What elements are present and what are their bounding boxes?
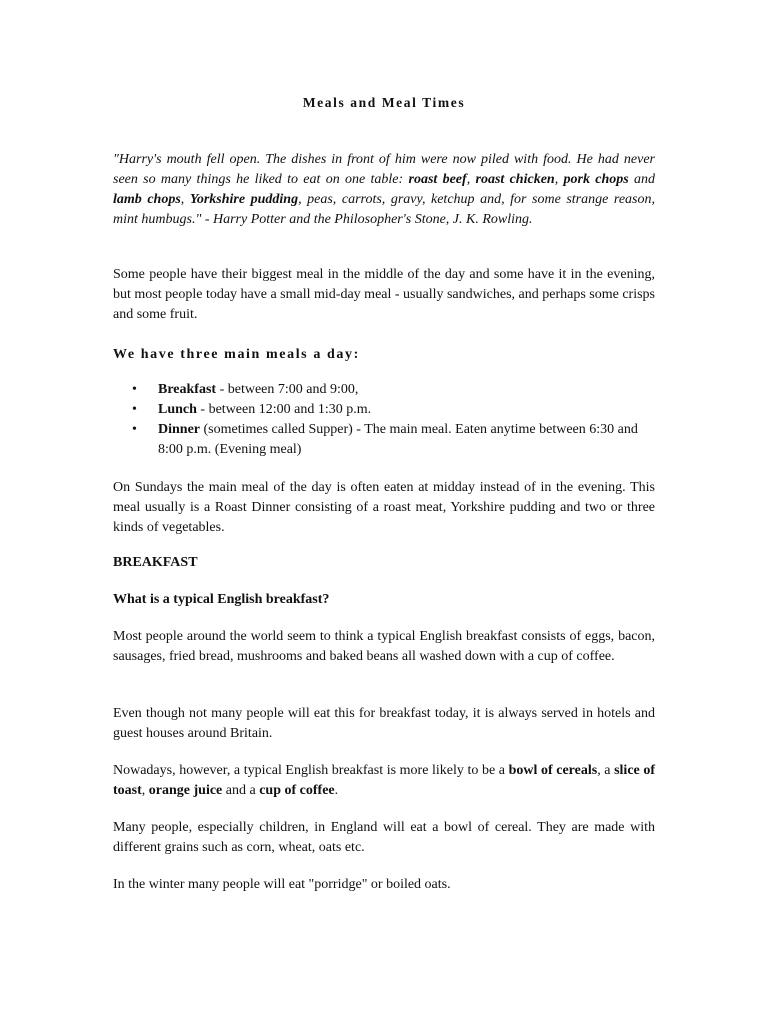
para-text: Nowadays, however, a typical English breakfast is more likely to be a [113,763,509,778]
quote-bold-yorkshire-pudding: Yorkshire pudding [189,192,299,207]
quote-bold-roast-chicken: roast chicken [475,172,555,187]
paragraph-world-view: Most people around the world seem to think a typical English breakfast consists of eggs, bacon, sausages, fried bread, mushrooms and baked beans all washed down with a cup of coffee. [113,629,655,664]
bold-orange-juice: orange juice [148,783,223,798]
harry-potter-quote [113,150,655,230]
meal-desc: (sometimes called Supper) - The main meal. Eaten anytime between 6:30 and 8:00 p.m. (Evening meal) [158,422,638,457]
list-item [158,380,655,400]
quote-text: , peas, carrots, gravy, ketchup and, for some strange reason, mint humbugs." - Harry Potter and the Philosopher's Stone, J. K. Rowling. [113,192,655,227]
meal-name: Lunch [158,402,197,417]
bold-cup-of-coffee: cup of coffee [259,783,335,798]
list-item [158,400,655,420]
quote-text: "Harry's mouth fell open. The dishes in front of him were now piled with food. He had never seen so many things he liked to eat on one table: [113,152,655,187]
quote-text: and [628,172,656,187]
paragraph-sunday-roast: On Sundays the main meal of the day is often eaten at midday instead of in the evening. This meal usually is a Roast Dinner consisting of a roast meat, Yorkshire pudding and two or three kinds of vegetables. [113,480,655,535]
heading-typical-breakfast: What is a typical English breakfast? [113,592,330,607]
quote-text: , [466,172,476,187]
paragraph-midday-meal: Some people have their biggest meal in the middle of the day and some have it in the evening, but most people today have a small mid-day meal - usually sandwiches, and perhaps some crisps and some fruit. [113,267,655,322]
quote-bold-roast-beef: roast beef [408,172,467,187]
paragraph-hotels: Even though not many people will eat this for breakfast today, it is always served in hotels and guest houses around Britain. [113,706,655,741]
meal-desc: - between 7:00 and 9:00, [216,382,359,397]
para-text: , a [597,763,615,778]
meals-list [113,380,655,460]
list-item [158,420,655,460]
para-text: and a [222,783,260,798]
quote-bold-lamb-chops: lamb chops [113,192,181,207]
quote-bold-pork-chops: pork chops [563,172,629,187]
bold-slice-of-toast: slice of toast [113,763,656,798]
meal-name: Dinner [158,422,200,437]
paragraph-nowadays [113,761,655,801]
paragraph-winter-porridge: In the winter many people will eat "porridge" or boiled oats. [113,877,451,892]
para-text: . [334,783,339,798]
meal-desc: - between 12:00 and 1:30 p.m. [196,402,372,417]
heading-three-meals: We have three main meals a day: [113,347,360,362]
paragraph-cereal: Many people, especially children, in England will eat a bowl of cereal. They are made with different grains such as corn, wheat, oats etc. [113,820,655,855]
bold-bowl-of-cereals: bowl of cereals [508,763,598,778]
page-title: Meals and Meal Times [302,95,466,110]
heading-breakfast: BREAKFAST [113,555,198,570]
quote-text: , [180,192,190,207]
para-text: , [141,783,149,798]
quote-text: , [554,172,564,187]
meal-name: Breakfast [158,382,217,397]
